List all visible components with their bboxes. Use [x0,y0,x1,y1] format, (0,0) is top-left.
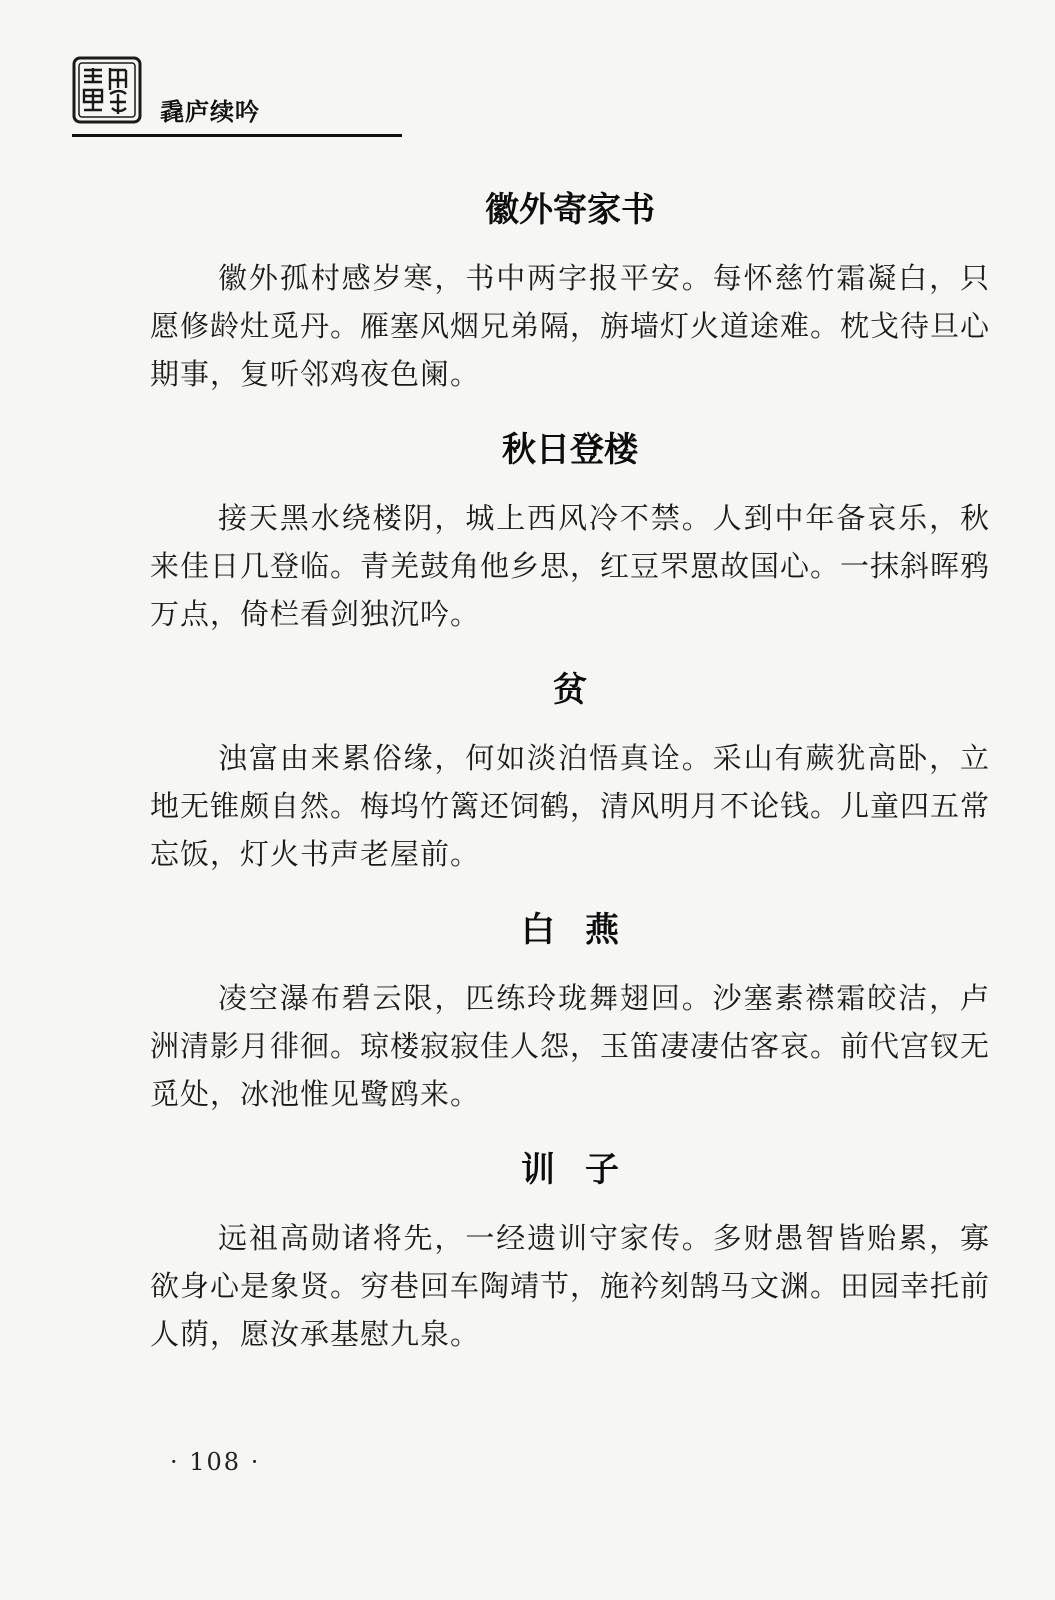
poem-3 [150,668,990,878]
poem-list [150,188,990,1388]
page-number: · 108 · [170,1448,261,1476]
poem-body: 浊富由来累俗缘，何如淡泊悟真诠。采山有蕨犹高卧，立地无锥颇自然。梅坞竹篱还饲鹤，清风明月不论钱。儿童四五常忘饭，灯火书声老屋前。 [150,741,991,871]
poem-body: 接天黑水绕楼阴，城上西风冷不禁。人到中年备哀乐，秋来佳日几登临。青羌鼓角他乡思，红豆罘罳故国心。一抹斜晖鸦万点，倚栏看剑独沉吟。 [150,501,991,631]
running-title: 毳庐续吟 [160,98,260,126]
poem-body: 徽外孤村感岁寒，书中两字报平安。每怀慈竹霜凝白，只愿修龄灶觅丹。雁塞风烟兄弟隔，旃墙灯火道途难。枕戈待旦心期事，复听邻鸡夜色阑。 [150,261,991,391]
poem-title: 训子 [521,1150,649,1190]
header-rule [72,134,402,137]
poem-4 [150,908,990,1118]
poem-1 [150,188,990,398]
poem-body: 远祖高勋诸将先，一经遗训守家传。多财愚智皆贻累，寡欲身心是象贤。穷巷回车陶靖节，施衿刻鹄马文渊。田园幸托前人荫，愿汝承基慰九泉。 [150,1221,991,1351]
seal-stamp-icon [72,56,142,124]
poem-title: 徽外寄家书 [485,190,655,230]
poem-title: 白燕 [521,910,649,950]
poem-5 [150,1148,990,1358]
poem-body: 凌空瀑布碧云限，匹练玲珑舞翅回。沙塞素襟霜皎洁，卢洲清影月徘徊。琼楼寂寂佳人怨，玉笛凄凄估客哀。前代宫钗无觅处，冰池惟见鹭鸥来。 [150,981,991,1111]
poem-2 [150,428,990,638]
poem-title: 贫 [553,670,587,710]
poem-title: 秋日登楼 [502,430,638,470]
